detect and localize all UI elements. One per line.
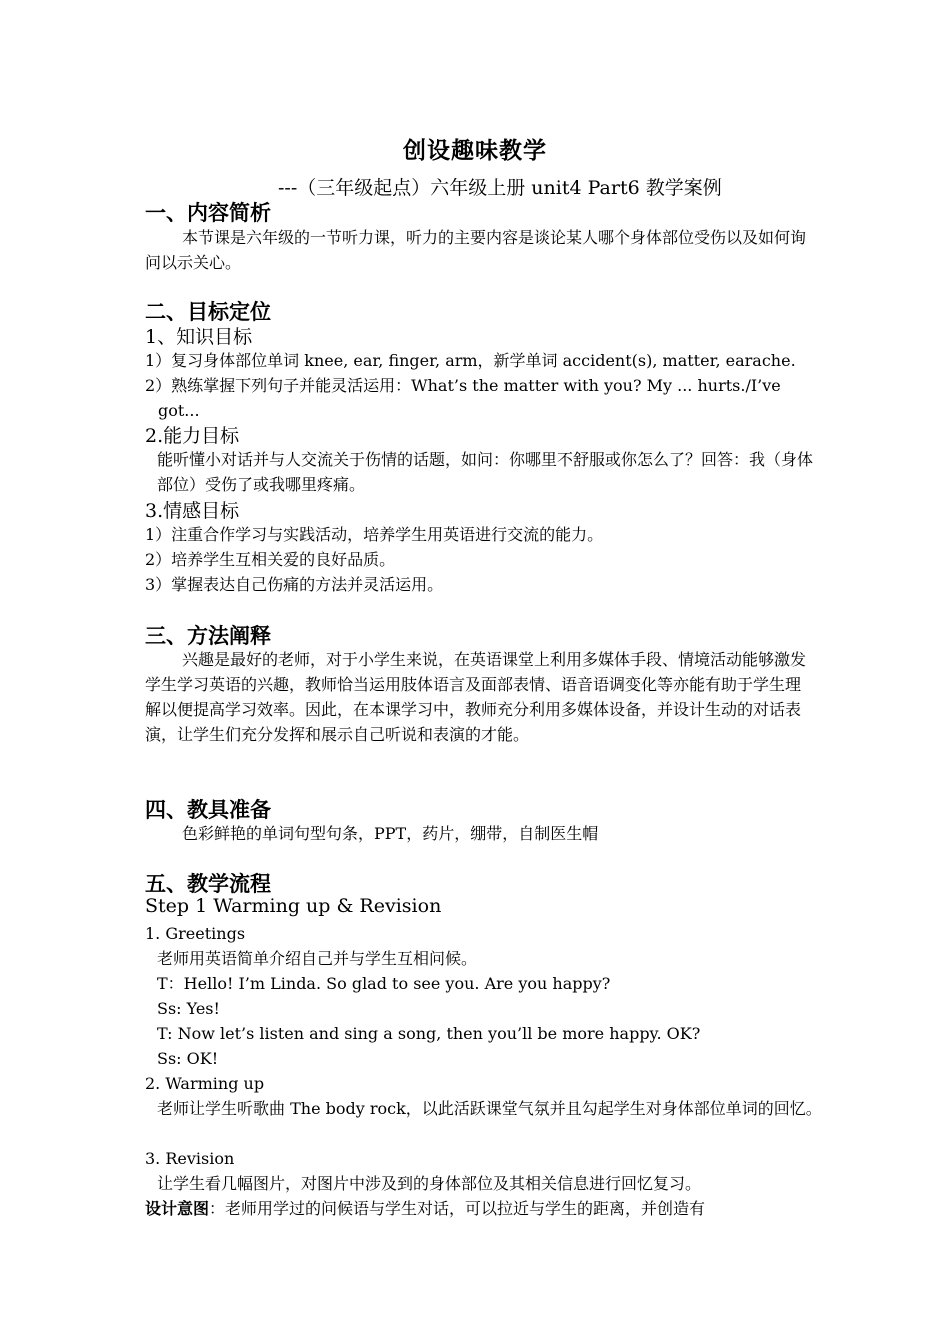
ability-goal-paragraph: 能听懂小对话并与人交流关于伤情的话题，如问：你哪里不舒服或你怎么了？回答：我（身体部位）受伤了或我哪里疼痛。 xyxy=(157,450,814,494)
revision-paragraph: 让学生看几幅图片，对图片中涉及到的身体部位及其相关信息进行回忆复习。 xyxy=(157,1174,702,1193)
section-3-heading: 三、方法阐释 xyxy=(145,623,271,648)
emotion-goal-heading: 3.情感目标 xyxy=(145,500,240,522)
design-intent-text: ：老师用学过的问候语与学生对话，可以拉近与学生的距离，并创造有 xyxy=(209,1199,706,1218)
greetings-intro: 老师用英语简单介绍自己并与学生互相问候。 xyxy=(157,949,478,968)
section-1-paragraph: 本节课是六年级的一节听力课，听力的主要内容是谈论某人哪个身体部位受伤以及如何询问以示关心。 xyxy=(145,228,807,272)
knowledge-goal-heading: 1、知识目标 xyxy=(145,326,253,348)
design-intent-label: 设计意图 xyxy=(145,1199,210,1218)
ability-goal-heading: 2.能力目标 xyxy=(145,425,240,447)
step-1-heading: Step 1 Warming up & Revision xyxy=(145,895,442,917)
warming-up-heading: 2. Warming up xyxy=(145,1074,265,1093)
emotion-goal-item-1: 1）注重合作学习与实践活动，培养学生用英语进行交流的能力。 xyxy=(145,525,604,544)
emotion-goal-item-2: 2）培养学生互相关爱的良好品质。 xyxy=(145,550,396,569)
knowledge-goal-item-2: 2）熟练掌握下列句子并能灵活运用：What’s the matter with you? My ... hurts./I’ve got... xyxy=(145,376,781,420)
emotion-goal-item-3: 3）掌握表达自己伤痛的方法并灵活运用。 xyxy=(145,575,444,594)
section-4-paragraph: 色彩鲜艳的单词句型句条，PPT，药片，绷带，自制医生帽 xyxy=(182,824,599,843)
section-1-heading: 一、内容简析 xyxy=(145,200,271,225)
warming-up-paragraph: 老师让学生听歌曲 The body rock，以此活跃课堂气氛并且勾起学生对身体部位单词的回忆。 xyxy=(157,1099,822,1118)
section-2-heading: 二、目标定位 xyxy=(145,299,271,324)
section-4-heading: 四、教具准备 xyxy=(145,797,271,822)
document-title: 创设趣味教学 xyxy=(403,137,547,164)
document-subtitle: ---（三年级起点）六年级上册 unit4 Part6 教学案例 xyxy=(278,177,722,199)
greetings-heading: 1. Greetings xyxy=(145,924,246,943)
revision-heading: 3. Revision xyxy=(145,1149,235,1168)
design-intent-line xyxy=(145,1196,810,1221)
dialogue-line-4: Ss: OK! xyxy=(157,1049,219,1068)
dialogue-line-1: T：Hello! I’m Linda. So glad to see you. Are you happy? xyxy=(157,974,611,993)
knowledge-goal-item-1: 1）复习身体部位单词 knee, ear, finger, arm，新学单词 accident(s), matter, earache. xyxy=(145,351,796,370)
dialogue-line-2: Ss: Yes! xyxy=(157,999,220,1018)
section-3-paragraph: 兴趣是最好的老师，对于小学生来说，在英语课堂上利用多媒体手段、情境活动能够激发学生学习英语的兴趣，教师恰当运用肢体语言及面部表情、语音语调变化等亦能有助于学生理解以便提高学习效率。因此，在本课学习中，教师充分利用多媒体设备，并设计生动的对话表演，让学生们充分发挥和展示自己听说和表演的才能。 xyxy=(145,650,807,744)
dialogue-line-3: T: Now let’s listen and sing a song, then you’ll be more happy. OK? xyxy=(157,1024,701,1043)
section-5-heading: 五、教学流程 xyxy=(145,871,271,896)
